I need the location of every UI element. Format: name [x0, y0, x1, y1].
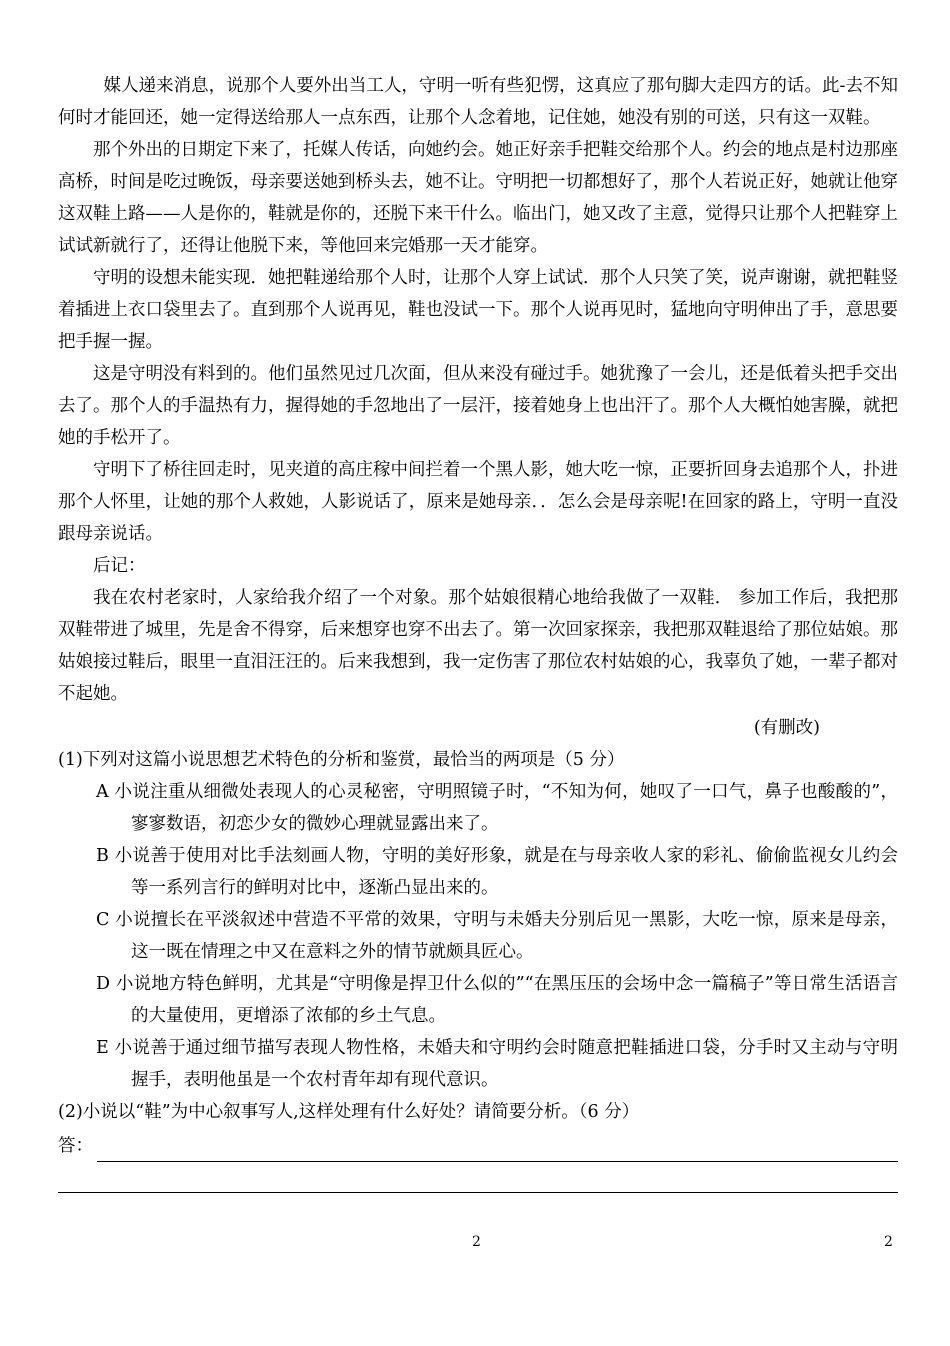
- answer-row: [58, 1130, 898, 1162]
- option-b: B 小说善于使用对比手法刻画人物，守明的美好形象，就是在与母亲收人家的彩礼、偷偷监视女儿约会等一系列言行的鲜明对比中，逐渐凸显出来的。: [96, 846, 898, 898]
- story-paragraph-1: 媒人递来消息，说那个人要外出当工人，守明一听有些犯愣，这真应了那句脚大走四方的话。此-去不知何时才能回还，她一定得送给那人一点东西，让那个人念着地，记住她，她没有别的可送，只有这一双鞋。: [58, 76, 898, 128]
- option-c: C 小说擅长在平淡叙述中营造不平常的效果，守明与未婚夫分别后见一黑影，大吃一惊，原来是母亲，这一既在情理之中又在意料之外的情节就颇具匠心。: [96, 910, 898, 962]
- option-a: A 小说注重从细微处表现人的心灵秘密，守明照镜子时，“不知为何，她叹了一口气，鼻子也酸酸的”，寥寥数语，初恋少女的微妙心理就显露出来了。: [96, 782, 898, 834]
- answer-line[interactable]: [97, 1135, 898, 1162]
- story-paragraph-2: 那个外出的日期定下来了，托媒人传话，向她约会。她正好亲手把鞋交给那个人。约会的地点是村边那座高桥，时间是吃过晚饭，母亲要送她到桥头去，她不让。守明把一切都想好了，那个人若说正好，她就让他穿这双鞋上路——人是你的，鞋就是你的，还脱下来干什么。临出门，她又改了主意，觉得只让那个人把鞋穿上试试新就行了，还得让他脱下来，等他回来完婚那一天才能穿。: [58, 140, 898, 256]
- answer-line-2[interactable]: [58, 1162, 898, 1193]
- option-d: D 小说地方特色鲜明，尤其是“守明像是捍卫什么似的”“在黑压压的会场中念一篇稿子”等日常生活语言的大量使用，更增添了浓郁的乡土气息。: [96, 974, 898, 1026]
- source-note: (有删改): [753, 718, 820, 738]
- question-1-prompt: (1)下列对这篇小说思想艺术特色的分析和鉴赏，最恰当的两项是（5 分）: [58, 750, 625, 770]
- answer-label: 答：: [58, 1136, 93, 1156]
- question-2-prompt: (2)小说以“鞋”为中心叙事写人,这样处理有什么好处？请简要分析。（6 分）: [58, 1102, 640, 1122]
- option-e: E 小说善于通过细节描写表现人物性格，未婚夫和守明约会时随意把鞋插进口袋，分手时又主动与守明握手，表明他虽是一个农村青年却有现代意识。: [96, 1038, 898, 1090]
- story-paragraph-5: 守明下了桥往回走时，见夹道的高庄稼中间拦着一个黑人影，她大吃一惊，正要折回身去追那个人，扑进那个人怀里，让她的那个人救她，人影说话了，原来是她母亲．．怎么会是母亲呢!在回家的路上，守明一直没跟母亲说话。: [58, 460, 898, 544]
- page-number-right: 2: [884, 1234, 893, 1250]
- postscript-paragraph: 我在农村老家时，人家给我介绍了一个对象。那个姑娘很精心地给我做了一双鞋． 参加工作后，我把那双鞋带进了城里，先是舍不得穿，后来想穿也穿不出去了。第一次回家探亲，我把那双鞋退给了那位姑娘。那姑娘接过鞋后，眼里一直泪汪汪的。后来我想到，我一定伤害了那位农村姑娘的心，我辜负了她，一辈子都对不起她。: [58, 588, 898, 704]
- page-number-center: 2: [472, 1234, 481, 1250]
- story-paragraph-3: 守明的设想未能实现．她把鞋递给那个人时，让那个人穿上试试．那个人只笑了笑，说声谢谢，就把鞋竖着插进上衣口袋里去了。直到那个人说再见，鞋也没试一下。那个人说再见时，猛地向守明伸出了手，意思要把手握一握。: [58, 268, 898, 352]
- page-content: [58, 70, 898, 1193]
- story-paragraph-4: 这是守明没有料到的。他们虽然见过几次面，但从来没有碰过手。她犹豫了一会儿，还是低着头把手交出去了。那个人的手温热有力，握得她的手忽地出了一层汗，接着她身上也出汗了。那个人大概怕她害臊，就把她的手松开了。: [58, 364, 898, 448]
- question-1-options: [58, 776, 898, 1096]
- postscript-title: 后记：: [93, 556, 146, 576]
